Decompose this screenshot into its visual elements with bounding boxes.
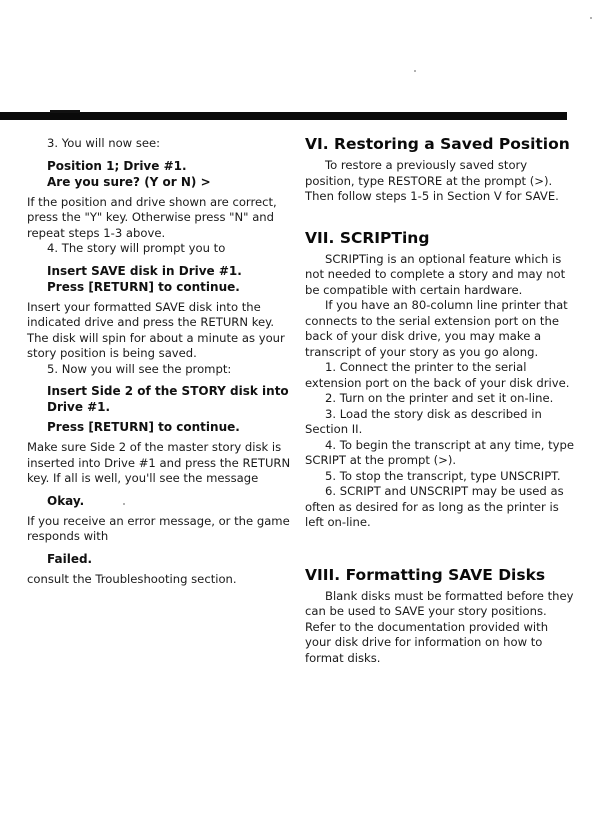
screen-text-insert-story: Insert Side 2 of the STORY disk into Drive #1. <box>47 384 289 414</box>
paragraph: To restore a previously saved story position, type RESTORE at the prompt (>). Then follow steps 1-5 in Section V for SAVE. <box>305 158 559 203</box>
list-item: 1. Connect the printer to the serial extension port on the back of your disk drive. <box>305 360 570 390</box>
section-restoring <box>305 134 575 205</box>
header-rule <box>0 112 567 120</box>
paragraph-insert-save: Insert your formatted SAVE disk into the indicated drive and press the RETURN key. The disk will spin for about a minute as your story position is being saved. <box>27 299 285 360</box>
left-column <box>27 136 297 587</box>
list-item: 5. To stop the transcript, type UNSCRIPT. <box>325 468 561 483</box>
section-heading: VI. Restoring a Saved Position <box>305 135 570 153</box>
list-item: 3. Load the story disk as described in Section II. <box>305 406 542 436</box>
screen-text-confirm: Position 1; Drive #1. Are you sure? (Y or N) > <box>47 158 211 189</box>
list-item: 2. Turn on the printer and set it on-line. <box>325 391 554 405</box>
step-4: 4. The story will prompt you to <box>47 241 226 255</box>
section-scripting <box>305 228 575 531</box>
paragraph: SCRIPTing is an optional feature which is not needed to complete a story and may not be compatible with certain hardware. <box>305 251 566 297</box>
scan-speck <box>590 17 592 19</box>
paragraph-troubleshooting: consult the Troubleshooting section. <box>27 571 237 586</box>
screen-text-insert-save: Insert SAVE disk in Drive #1. Press [RETURN] to continue. <box>47 263 242 294</box>
paragraph: If you have an 80-column line printer that connects to the serial extension port on the back of your disk drive, you may make a transcript of your story as you go along. <box>305 298 568 359</box>
section-formatting <box>305 565 575 667</box>
section-heading: VII. SCRIPTing <box>305 228 430 247</box>
paragraph-side2: Make sure Side 2 of the master story disk is inserted into Drive #1 and press the RETURN key. If all is well, you'll see the message <box>27 440 291 485</box>
step-3: 3. You will now see: <box>47 136 161 150</box>
scan-speck <box>414 70 416 72</box>
step-5: 5. Now you will see the prompt: <box>47 361 232 376</box>
screen-text-failed: Failed. <box>47 551 93 566</box>
paragraph-confirm: If the position and drive shown are correct, press the "Y" key. Otherwise press "N" and repeat steps 1-3 above. <box>27 194 277 240</box>
list-item: 6. SCRIPT and UNSCRIPT may be used as often as desired for as long as the printer is left on-line. <box>305 484 564 529</box>
paragraph-error: If you receive an error message, or the game responds with <box>27 513 290 543</box>
screen-text-press-return: Press [RETURN] to continue. <box>47 420 240 434</box>
section-heading: VIII. Formatting SAVE Disks <box>305 565 546 584</box>
paragraph: Blank disks must be formatted before they can be used to SAVE your story positions. Refer to the documentation provided with your disk drive for information on how to format disks. <box>305 588 574 665</box>
header-rule-mark <box>50 110 80 113</box>
scan-speck <box>123 503 125 505</box>
right-column <box>305 134 575 689</box>
list-item: 4. To begin the transcript at any time, type SCRIPT at the prompt (>). <box>305 437 575 467</box>
screen-text-okay: Okay. <box>47 493 85 508</box>
